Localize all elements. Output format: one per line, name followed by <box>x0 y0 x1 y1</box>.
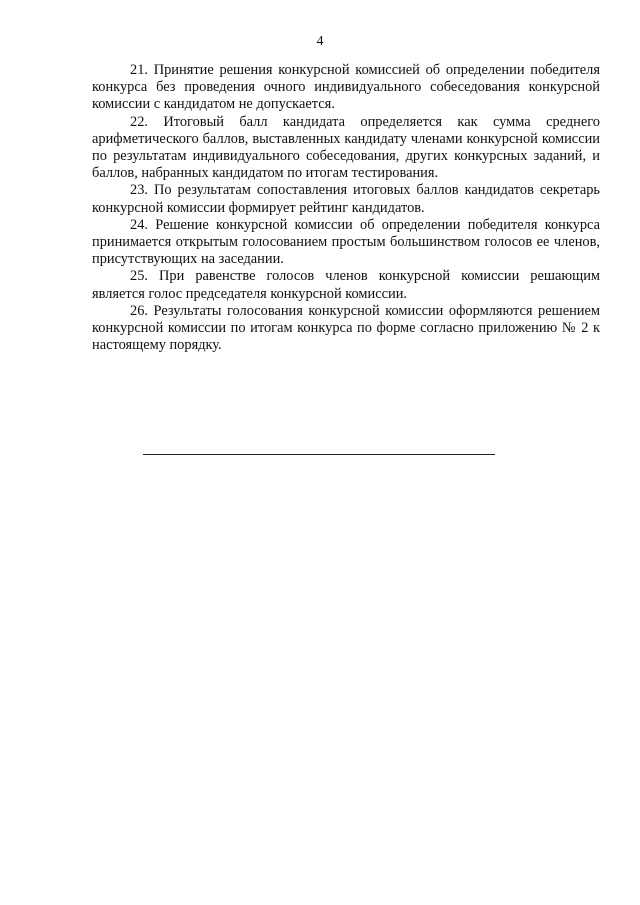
paragraph-21: 21. Принятие решения конкурсной комиссией об определении победителя конкурса без проведения очного индивидуального собеседования конкурсной комиссии с кандидатом не допускается. <box>92 62 600 113</box>
paragraph-26: 26. Результаты голосования конкурсной комиссии оформляются решением конкурсной комиссии по итогам конкурса по форме согласно приложению № 2 к настоящему порядку. <box>92 302 600 354</box>
page-number: 4 <box>316 34 324 49</box>
paragraph-23: 23. По результатам сопоставления итоговых баллов кандидатов секретарь конкурсной комиссии формирует рейтинг кандидатов. <box>92 182 600 216</box>
document-body <box>92 62 600 354</box>
paragraph-22: 22. Итоговый балл кандидата определяется как сумма среднего арифметического баллов, выставленных кандидату членами конкурсной комиссии по результатам индивидуального собеседования, других конкурсных заданий, и баллов, набранных кандидатом по итогам тестирования. <box>92 113 600 182</box>
paragraph-25: 25. При равенстве голосов членов конкурсной комиссии решающим является голос председателя конкурсной комиссии. <box>92 268 600 302</box>
closing-separator-line <box>143 454 495 455</box>
paragraph-24: 24. Решение конкурсной комиссии об определении победителя конкурса принимается открытым голосованием простым большинством голосов ее членов, присутствующих на заседании. <box>92 216 600 268</box>
